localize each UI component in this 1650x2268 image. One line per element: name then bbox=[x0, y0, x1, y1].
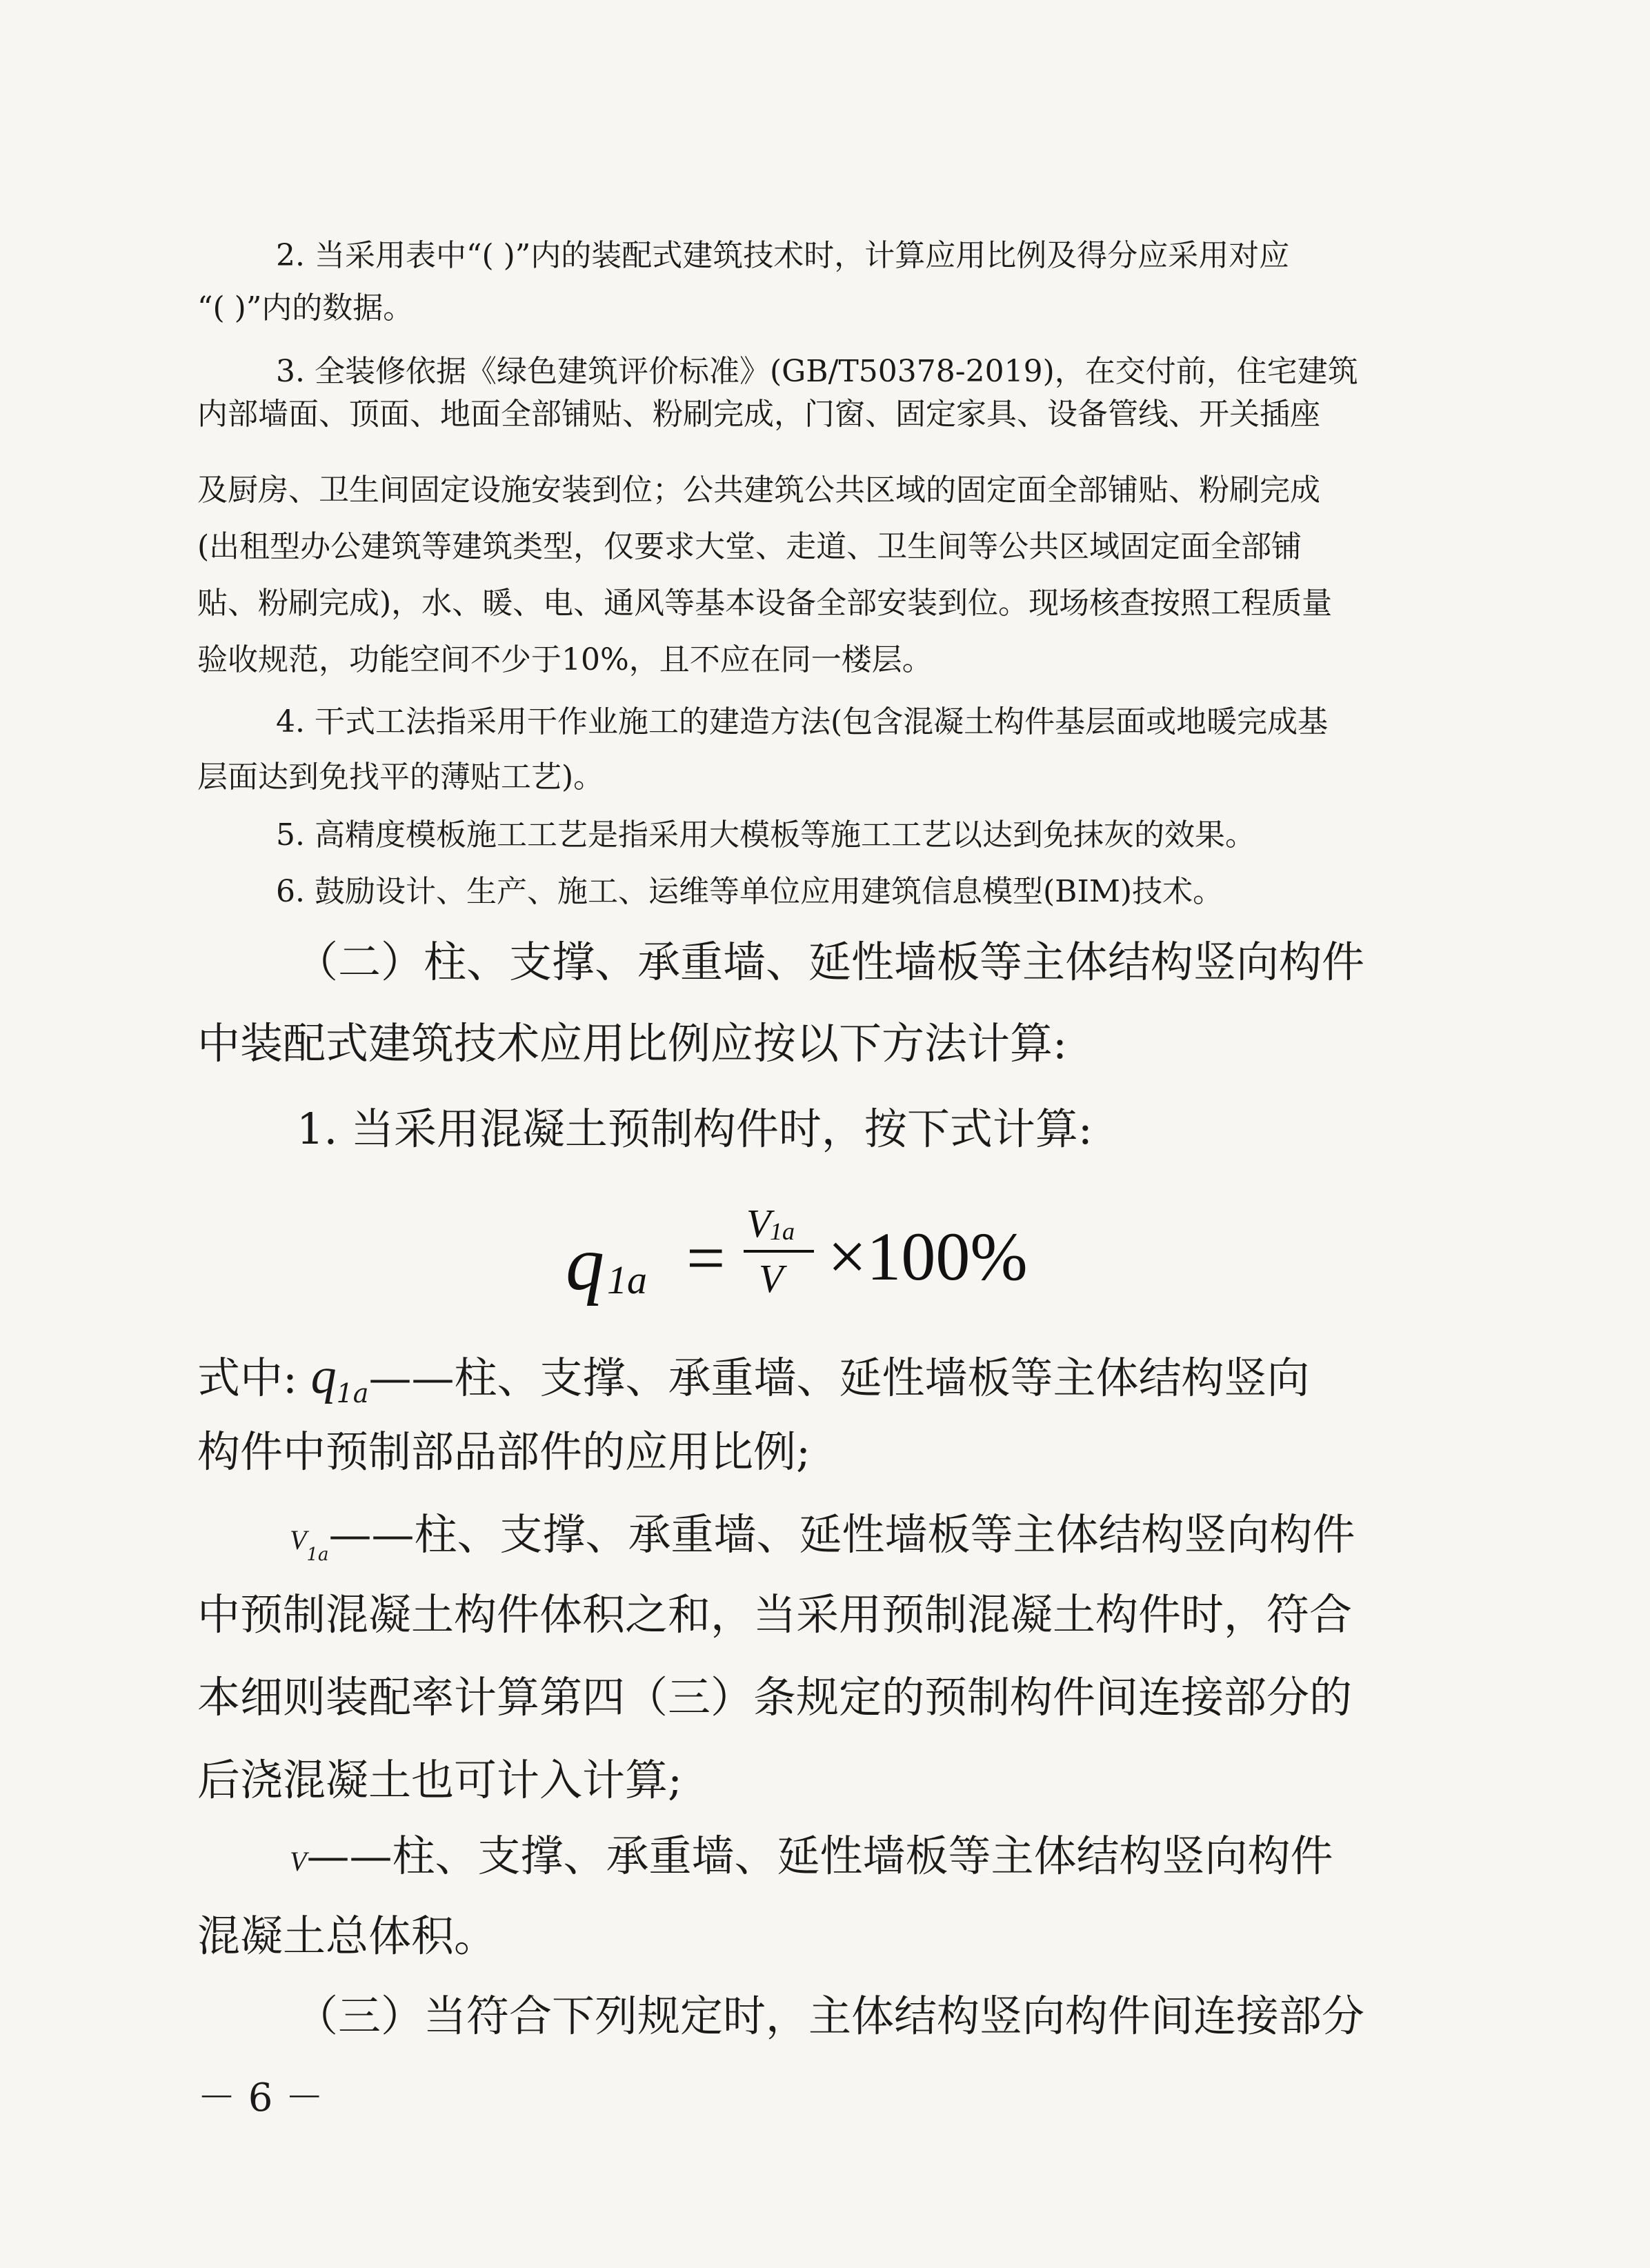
note-4-line-1: 4. 干式工法指采用干作业施工的建造方法(包含混凝土构件基层面或地暖完成基 bbox=[276, 704, 1329, 739]
formula-tail: ×100% bbox=[828, 1218, 1028, 1295]
section-3-line-1: （三）当符合下列规定时，主体结构竖向构件间连接部分 bbox=[295, 1991, 1365, 2041]
definition-v1a-symbol: V bbox=[290, 1524, 307, 1555]
definition-v-text-2: 混凝土总体积。 bbox=[197, 1911, 497, 1961]
definition-v1a-subscript: 1a bbox=[306, 1544, 329, 1565]
note-5-line-1: 5. 高精度模板施工工艺是指采用大模板等施工工艺以达到免抹灰的效果。 bbox=[276, 817, 1255, 853]
note-3-line-6: 验收规范，功能空间不少于10%，且不应在同一楼层。 bbox=[197, 642, 933, 677]
definition-v1a-text-4: 后浇混凝土也可计入计算; bbox=[197, 1755, 682, 1805]
definition-q-subscript: 1a bbox=[336, 1378, 369, 1409]
page-number: － 6 － bbox=[197, 2076, 324, 2120]
formula-lhs-subscript: 1a bbox=[607, 1257, 647, 1302]
formula-equals: = bbox=[686, 1220, 726, 1296]
definition-v-text-1: ——柱、支撑、承重墙、延性墙板等主体结构竖向构件 bbox=[306, 1831, 1333, 1881]
note-3-line-5: 贴、粉刷完成)，水、暖、电、通风等基本设备全部安装到位。现场核查按照工程质量 bbox=[197, 586, 1333, 621]
note-3-line-1: 3. 全装修依据《绿色建筑评价标准》(GB/T50378-2019)，在交付前，住宅建筑 bbox=[276, 354, 1358, 389]
definition-q bbox=[197, 1348, 1310, 1418]
note-3-line-3: 及厨房、卫生间固定设施安装到位；公共建筑公共区域的固定面全部铺贴、粉刷完成 bbox=[197, 472, 1320, 508]
definition-q-text-2: 构件中预制部品部件的应用比例; bbox=[197, 1426, 811, 1477]
note-2-line-2: “( )”内的数据。 bbox=[197, 290, 414, 326]
note-6-line-1: 6. 鼓励设计、生产、施工、运维等单位应用建筑信息模型(BIM)技术。 bbox=[276, 874, 1224, 909]
section-2-item-1: 1. 当采用混凝土预制构件时，按下式计算: bbox=[297, 1104, 1093, 1154]
definition-v1a-text-2: 中预制混凝土构件体积之和，当采用预制混凝土构件时，符合 bbox=[197, 1589, 1353, 1640]
note-2-line-1: 2. 当采用表中“( )”内的装配式建筑技术时，计算应用比例及得分应采用对应 bbox=[276, 238, 1290, 273]
section-2-line-2: 中装配式建筑技术应用比例应按以下方法计算: bbox=[197, 1018, 1067, 1068]
definition-v bbox=[290, 1832, 1333, 1886]
definition-q-symbol: q bbox=[310, 1348, 337, 1404]
definition-prefix: 式中: bbox=[197, 1353, 297, 1403]
formula-denominator: V bbox=[759, 1256, 784, 1301]
definition-v1a-text-3: 本细则装配率计算第四（三）条规定的预制构件间连接部分的 bbox=[197, 1672, 1353, 1722]
formula-q1a bbox=[566, 1200, 1117, 1304]
note-4-line-2: 层面达到免找平的薄贴工艺)。 bbox=[197, 759, 604, 795]
section-2-line-1: （二）柱、支撑、承重墙、延性墙板等主体结构竖向构件 bbox=[295, 937, 1365, 987]
note-3-line-4: (出租型办公建筑等建筑类型，仅要求大堂、走道、卫生间等公共区域固定面全部铺 bbox=[197, 529, 1302, 564]
formula-lhs: q bbox=[566, 1221, 604, 1306]
formula-numerator: V bbox=[746, 1201, 771, 1246]
note-3-line-2: 内部墙面、顶面、地面全部铺贴、粉刷完成，门窗、固定家具、设备管线、开关插座 bbox=[197, 397, 1320, 432]
definition-v1a-text-1: ——柱、支撑、承重墙、延性墙板等主体结构竖向构件 bbox=[328, 1509, 1355, 1560]
definition-v1a bbox=[290, 1511, 1355, 1579]
formula-fraction-bar bbox=[744, 1250, 814, 1253]
definition-v-symbol: V bbox=[290, 1846, 307, 1877]
formula-numerator-subscript: 1a bbox=[770, 1217, 795, 1245]
definition-q-text-1: ——柱、支撑、承重墙、延性墙板等主体结构竖向 bbox=[368, 1353, 1310, 1403]
